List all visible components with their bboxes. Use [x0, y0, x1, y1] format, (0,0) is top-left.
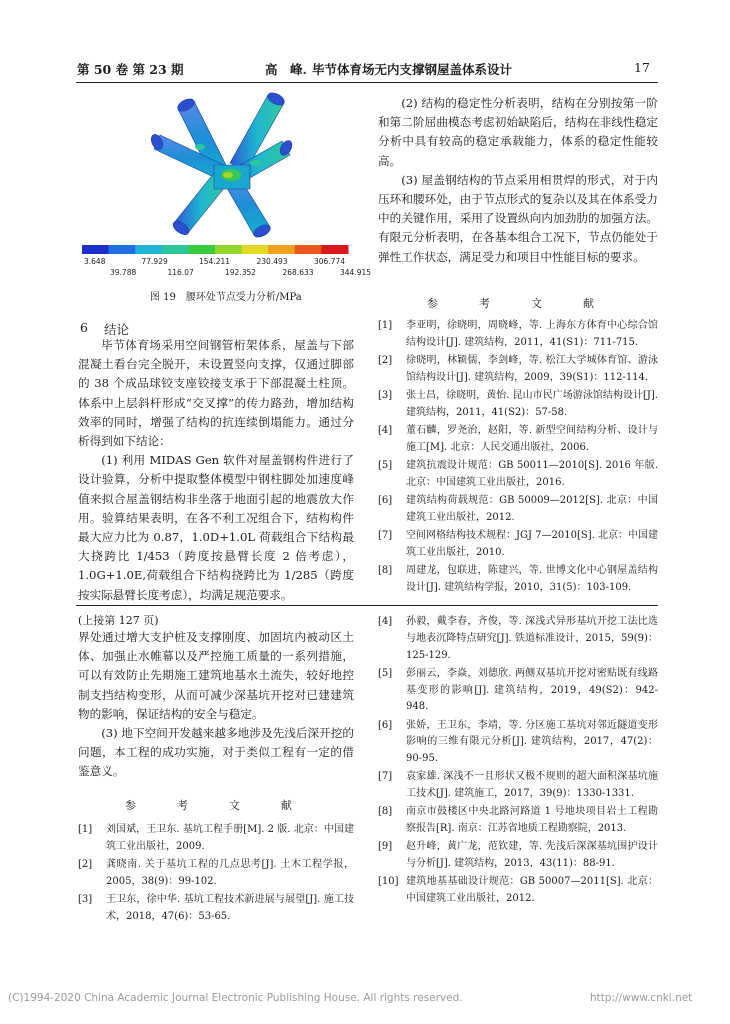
- reference-item: [378, 458, 658, 492]
- reference-item: [378, 874, 658, 908]
- journal-volume: 第 50 卷 第 23 期: [77, 62, 184, 77]
- colorbar-swatch: [268, 245, 295, 254]
- reference-item: [378, 423, 658, 457]
- reference-number: [1]: [378, 320, 393, 331]
- reference-text: 刘国斌，王卫东. 基坑工程手册[M]. 2 版. 北京：中国建筑工业出版社，2009.: [106, 824, 354, 852]
- running-authors: 高 峰.: [265, 62, 307, 77]
- references-title-bottom: 参 考 文 献: [125, 799, 307, 812]
- reference-number: [4]: [378, 424, 393, 436]
- reference-text: 建筑地基基础设计规范：GB 50007—2011[S]. 北京：中国建筑工业出版社，2012.: [406, 876, 658, 905]
- reference-text: 建筑抗震设计规范：GB 50011—2010[S]. 2016 年版. 北京：中国建筑工业出版社，2016.: [406, 459, 658, 488]
- colorbar-tick-label: 306.774: [314, 257, 346, 266]
- reference-number: [1]: [78, 824, 93, 835]
- reference-text: 徐晓明，林颖儒，李剑峰，等. 松江大学城体育馆、游泳馆结构设计[J]. 建筑结构，2009，39(S1)：112-114.: [406, 354, 658, 383]
- colorbar-ticks-bottom: [78, 268, 372, 278]
- reference-item: [378, 318, 658, 352]
- reference-number: [7]: [378, 771, 393, 783]
- node-stress-contour-image: [78, 87, 354, 257]
- reference-text: 袁家雄. 深浅不一且形状又极不规则的超大面积深基坑施工技术[J]. 建筑施工，2017，39(9)：1330-1331.: [406, 771, 658, 800]
- tube-members: [154, 95, 290, 235]
- reference-item: [378, 666, 658, 716]
- figure-caption: 图 19 腰环处节点受力分析/MPa: [150, 292, 302, 303]
- copyright-footer: (C)1994-2020 China Academic Journal Electronic Publishing House. All rights reserved.: [8, 992, 463, 1004]
- colorbar-swatch: [109, 245, 136, 254]
- reference-number: [5]: [378, 667, 393, 679]
- reference-number: [3]: [78, 893, 93, 905]
- reference-item: [78, 892, 354, 926]
- reference-text: 张士昌，徐晓明，黄怡. 昆山市民广场游泳馆结构设计[J]. 建筑结构，2011，41(S2)：57-58.: [406, 389, 658, 418]
- colorbar-swatch: [162, 245, 189, 254]
- references-list-bottom-right: [378, 614, 658, 909]
- reference-item: [78, 857, 354, 891]
- colorbar-ticks-top: [78, 257, 354, 267]
- figure-19: [78, 87, 372, 287]
- stress-colorbar: [82, 245, 349, 254]
- reference-text: 建筑结构荷载规范：GB 50009—2012[S]. 北京：中国建筑工业出版社，2012.: [406, 494, 658, 523]
- conclusion-paragraph-1: (1) 利用 MIDAS Gen 软件对屋盖钢构件进行了设计验算，分析中提取整体模型中钢柱脚处加速度峰值来拟合屋盖钢结构非坐落于地面引起的地震放大作用。验算结果表明，在各不利工况组合下，结构构件最大应力比为 0.87，1.0D+1.0L 荷载组合下结构最大挠跨比 1/453（跨度按悬臂长度 2 倍考虑），1.0G+1.0E,荷载组合下结构挠跨比为 1/285（跨度按实际悬臂长度考虑），均满足规范要求。: [78, 453, 354, 602]
- colorbar-swatch: [242, 245, 269, 254]
- cnki-url[interactable]: http://www.cnki.net: [590, 992, 693, 1004]
- reference-number: [2]: [378, 354, 393, 366]
- right-column-conclusions: [378, 94, 658, 267]
- reference-number: [6]: [378, 494, 393, 506]
- colorbar-tick-label: 154.211: [199, 257, 231, 266]
- reference-item: [378, 528, 658, 562]
- continued-body: [78, 628, 354, 782]
- reference-item: [378, 388, 658, 422]
- reference-number: [4]: [378, 616, 393, 627]
- running-title: 毕节体育场无内支撑钢屋盖体系设计: [312, 62, 513, 77]
- reference-text: 张娇，王卫东，李靖，等. 分区施工基坑对邻近隧道变形影响的三维有限元分析[J]. 建筑结构，2017，47(2)：90-95.: [406, 719, 658, 765]
- reference-text: 孙毅，戴李春，齐俊，等. 深浅式异形基坑开挖工法比选与地表沉降特点研究[J]. 铁道标准设计，2015，59(9)：125-129.: [406, 616, 658, 661]
- colorbar-tick-label: 192.352: [225, 268, 257, 277]
- reference-number: [10]: [378, 876, 399, 888]
- colorbar-tick-label: 268.633: [282, 268, 314, 277]
- reference-item: [378, 614, 658, 664]
- reference-item: [378, 769, 658, 803]
- colorbar-swatch: [82, 245, 109, 254]
- reference-item: [378, 718, 658, 768]
- colorbar-tick-label: 39.788: [110, 268, 137, 277]
- colorbar-swatch: [215, 245, 242, 254]
- conclusion-paragraph-3: (3) 屋盖钢结构的节点采用相贯焊的形式，对于内压环和腰环处，由于节点形式的复杂以及其在体系受力中的关键作用，采用了设置纵向内加劲肋的加强方法。有限元分析表明，在各基本组合工况下，节点仍能处于弹性工作状态，满足受力和项目中性能目标的要求。: [378, 172, 658, 264]
- continued-note: (上接第 127 页): [78, 614, 159, 627]
- colorbar-tick-label: 3.648: [84, 257, 106, 266]
- reference-item: [378, 839, 658, 873]
- reference-number: [5]: [378, 459, 393, 471]
- reference-number: [9]: [378, 841, 393, 853]
- colorbar-tick-label: 116.07: [167, 268, 194, 277]
- section-heading: 结论: [104, 322, 130, 337]
- reference-number: [6]: [378, 719, 393, 731]
- conclusion-paragraph-2: (2) 结构的稳定性分析表明，结构在分别按第一阶和第二阶屈曲模态考虑初始缺陷后，结构在非线性稳定分析中具有较高的稳定承载能力，体系的稳定性能较高。: [378, 96, 658, 168]
- reference-text: 王卫东，徐中华. 基坑工程技术新进展与展望[J]. 施工技术，2018，47(6)：53-65.: [106, 893, 354, 922]
- references-title-top: 参 考 文 献: [427, 297, 609, 310]
- reference-number: [2]: [78, 858, 93, 870]
- references-list-top: [378, 318, 658, 598]
- reference-text: 龚晓南. 关于基坑工程的几点思考[J]. 土木工程学报，2005，38(9)：99-102.: [106, 858, 354, 887]
- reference-text: 彭丽云，李焱，刘德欣. 两侧双基坑开挖对密贴既有线路基变形的影响[J]. 建筑结构，2019，49(S2)：942-948.: [406, 667, 658, 713]
- conclusion-paragraph-intro: 毕节体育场采用空间钢管桁架体系，屋盖与下部混凝土看台完全脱开，未设置竖向支撑，仅通过脚部的 38 个成品球铰支座铰接支承于下部混凝土柱顶。体系中上层斜杆形成“交叉撑”的传力路劲，增加结构效率的同时，增强了结构的抗连续倒塌能力。通过分析得到如下结论：: [78, 338, 354, 449]
- reference-text: 周建龙，包联进，陈建兴，等. 世博文化中心钢屋盖结构设计[J]. 建筑结构学报，2010，31(5)：103-109.: [406, 564, 658, 593]
- references-list-bottom-left: [78, 822, 354, 927]
- reference-item: [378, 563, 658, 597]
- reference-number: [8]: [378, 564, 393, 576]
- section-6-body: [78, 336, 354, 605]
- reference-text: 空间网格结构技术规程：JGJ 7—2010[S]. 北京：中国建筑工业出版社，2010.: [406, 529, 659, 558]
- reference-item: [378, 353, 658, 387]
- colorbar-swatch: [135, 245, 162, 254]
- page-number: 17: [634, 60, 650, 75]
- reference-text: 董石麟，罗尧治，赵阳，等. 新型空间结构分析、设计与施工[M]. 北京：人民交通出版社，2006.: [406, 424, 658, 453]
- continued-paragraph-2: (3) 地下空间开发越来越多地涉及先浅后深开挖的问题，本工程的成功实施，对于类似工程有一定的借鉴意义。: [78, 726, 354, 779]
- section-number: 6: [80, 320, 88, 335]
- colorbar-tick-label: 344.915: [340, 268, 372, 277]
- header-rule: [76, 82, 658, 83]
- reference-number: [7]: [378, 529, 393, 541]
- colorbar-tick-label: 230.493: [256, 257, 288, 266]
- colorbar-swatch: [295, 245, 322, 254]
- reference-text: 南京市鼓楼区中央北路河路道 1 号地块项目岩土工程勘察报告[R]. 南京：江苏省地质工程勘察院，2013.: [406, 806, 658, 835]
- reference-item: [378, 804, 658, 838]
- reference-text: 赵升峰，黄广龙，范钦建，等. 先浅后深深基坑围护设计与分析[J]. 建筑结构，2013，43(11)：88-91.: [406, 841, 658, 870]
- reference-text: 李亚明，徐晓明，周晓峰，等. 上海东方体育中心综合馆结构设计[J]. 建筑结构，2011，41(S1)：711-715.: [406, 320, 658, 348]
- reference-item: [378, 493, 658, 527]
- reference-number: [8]: [378, 806, 393, 818]
- reference-number: [3]: [378, 389, 393, 401]
- colorbar-swatch: [188, 245, 215, 254]
- article-separator-rule: [76, 605, 658, 606]
- colorbar-tick-label: 77.929: [141, 257, 168, 266]
- reference-item: [78, 822, 354, 856]
- colorbar-swatch: [321, 245, 348, 254]
- continued-paragraph-1: 界处通过增大支护桩及支撑刚度、加固坑内被动区土体、加强止水帷幕以及严控施工质量的一系列措施，可以有效防止先期施工建筑地基水土流失，较好地控制支挡结构变形，从而可减少深基坑开挖对已建建筑物的影响，保证结构的安全与稳定。: [78, 630, 354, 721]
